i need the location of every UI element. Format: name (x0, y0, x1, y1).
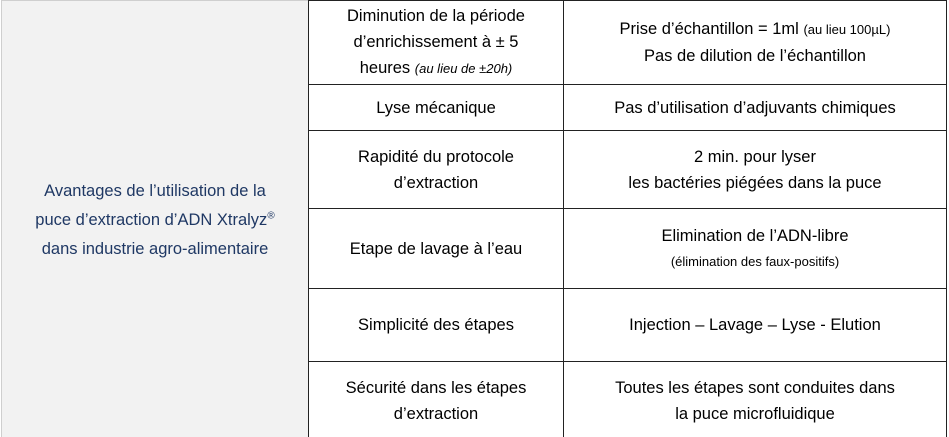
advantage-cell (309, 289, 564, 362)
detail-text: Injection – Lavage – Lyse - Elution (629, 316, 881, 334)
heading-line (12, 206, 298, 235)
detail-cell (564, 289, 947, 362)
heading-line: dans industrie agro-alimentaire (41, 239, 269, 258)
detail-cell (564, 362, 947, 437)
advantage-text: Rapidité du protocole (358, 147, 514, 166)
heading-text: puce d’extraction d’ADN Xtralyz (35, 210, 268, 229)
advantages-table (1, 0, 947, 437)
advantage-text: Lyse mécanique (376, 98, 496, 117)
advantage-text: Diminution de la période (347, 7, 525, 25)
detail-cell (564, 1, 947, 85)
detail-text: 2 min. pour lyser (694, 147, 816, 166)
advantage-cell (309, 209, 564, 289)
detail-note: (élimination des faux-positifs) (670, 253, 840, 269)
detail-text: Toutes les étapes sont conduites dans (615, 378, 895, 397)
advantage-cell (309, 131, 564, 209)
advantage-cell (309, 362, 564, 437)
detail-text: Pas d’utilisation d’adjuvants chimiques (614, 98, 896, 117)
advantage-cell (309, 85, 564, 131)
detail-text: la puce microfluidique (675, 404, 835, 423)
detail-cell (564, 131, 947, 209)
detail-text-main: Prise d’échantillon = 1ml (619, 20, 804, 38)
detail-text: les bactéries piégées dans la puce (628, 173, 882, 192)
advantage-note: (au lieu de ±20h) (414, 61, 513, 76)
registered-mark: ® (267, 210, 275, 221)
detail-text: Pas de dilution de l’échantillon (644, 47, 866, 65)
detail-cell (564, 209, 947, 289)
detail-text (570, 16, 940, 43)
advantage-text: d’extraction (393, 404, 479, 423)
table-row (2, 1, 947, 85)
detail-text: Elimination de l’ADN-libre (661, 226, 849, 245)
advantage-text: Etape de lavage à l’eau (349, 239, 523, 258)
advantage-text: d’enrichissement à ± 5 (353, 33, 519, 51)
advantage-text: Simplicité des étapes (358, 316, 514, 334)
advantage-text (315, 55, 557, 82)
detail-cell (564, 85, 947, 131)
advantage-text: d’extraction (393, 173, 479, 192)
heading-line: Avantages de l’utilisation de la (44, 181, 266, 200)
detail-note: (au lieu 100µL) (803, 22, 891, 37)
advantages-heading-cell (2, 1, 309, 437)
advantage-text-main: heures (359, 59, 415, 77)
advantage-text: Sécurité dans les étapes (345, 378, 527, 397)
advantage-cell (309, 1, 564, 85)
